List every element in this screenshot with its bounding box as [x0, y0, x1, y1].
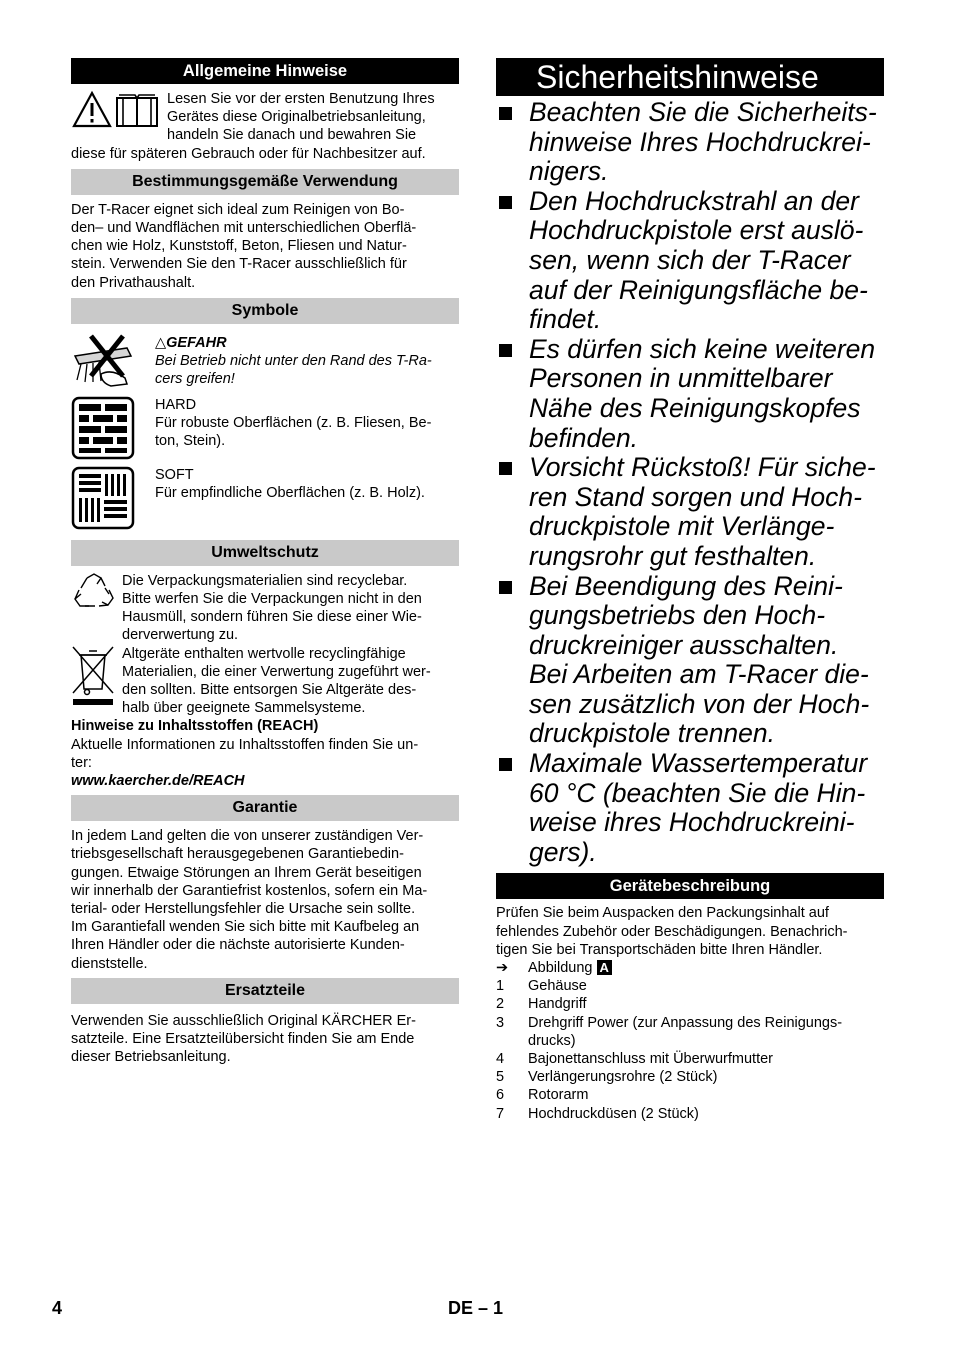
figure-letter-badge: A — [597, 960, 612, 975]
list-item: 2 Handgriff — [496, 996, 587, 1013]
safety-bullet: Es dürfen sich keine weiteren Personen in unmittelbarer Nähe des Reinigungskopfes befinden. — [496, 335, 884, 453]
reach-title: Hinweise zu Inhaltsstoffen (REACH) — [71, 718, 319, 735]
bestimmung-line: den– und Wandflächen mit unterschiedlichen Oberflä- — [71, 220, 417, 237]
hard-label: HARD — [155, 396, 197, 413]
soft-line-1: Für empfindliche Oberflächen (z. B. Holz). — [155, 485, 425, 502]
symbol-soft — [71, 466, 459, 530]
reach-link[interactable]: www.kaercher.de/REACH — [71, 773, 245, 790]
safety-bullet: Vorsicht Rückstoß! Für siche- ren Stand sorgen und Hoch- druckpistole mit Verlänge- rungsrohr gut festhalten. — [496, 453, 884, 571]
list-item: drucks) — [528, 1032, 576, 1049]
gefahr-title — [155, 334, 432, 352]
section-page-label: DE – 1 — [448, 1298, 504, 1318]
ersatzteile-line: dieser Betriebsanleitung. — [71, 1049, 231, 1066]
geraet-intro — [496, 904, 884, 959]
bestimmung-line: den Privathaushalt. — [71, 274, 196, 291]
heading-allgemeine-hinweise: Allgemeine Hinweise — [71, 58, 459, 84]
garantie-line: gungen. Etwaige Störungen an Ihrem Gerät beseitigen — [71, 864, 422, 881]
allgemeine-block — [71, 90, 459, 145]
heading-umweltschutz: Umweltschutz — [71, 540, 459, 566]
recycle-line: derverwertung zu. — [122, 627, 239, 644]
geraet-intro-line: tigen Sie bei Transportschäden bitte Ihren Händler. — [496, 941, 823, 958]
bullet-square-icon — [499, 107, 512, 120]
hard-brick-icon — [71, 396, 135, 460]
hand-under-rim-danger-icon — [71, 334, 135, 390]
bullet-square-icon — [499, 344, 512, 357]
abbildung-label: Abbildung — [528, 960, 593, 977]
allgemeine-line-4: diese für späteren Gebrauch oder für Nachbesitzer auf. — [71, 145, 426, 162]
reach-line-1: Aktuelle Informationen zu Inhaltsstoffen finden Sie un- — [71, 736, 419, 753]
heading-geraetebeschreibung: Gerätebeschreibung — [496, 873, 884, 899]
bullet-square-icon — [499, 758, 512, 771]
soft-wood-icon — [71, 466, 135, 530]
gefahr-line-2: cers greifen! — [155, 371, 235, 388]
bestimmung-line: stein. Verwenden Sie den T-Racer ausschließlich für — [71, 256, 407, 273]
garantie-line: Im Garantiefall wenden Sie sich bitte mit Kaufbeleg an — [71, 919, 420, 936]
list-item: 6 Rotorarm — [496, 1087, 589, 1104]
symbol-hard — [71, 396, 459, 460]
safety-bullet: Den Hochdruckstrahl an der Hochdruckpistole erst auslö- sen, wenn sich der T-Racer auf der Reinigungsfläche be- findet. — [496, 187, 884, 335]
warning-manual-icons — [71, 90, 167, 145]
safety-bullet: Maximale Wassertemperatur 60 °C (beachten Sie die Hin- weise ihres Hochdruckreini- gers). — [496, 749, 884, 867]
ersatzteile-line: satzteile. Eine Ersatzteilübersicht finden Sie am Ende — [71, 1031, 415, 1048]
left-column — [71, 58, 459, 1067]
recycle-block — [71, 572, 459, 645]
list-item: 3 Drehgriff Power (zur Anpassung des Reinigungs- — [496, 1014, 843, 1031]
bestimmung-line: chen wie Holz, Kunststoff, Beton, Fliesen und Natur- — [71, 238, 407, 255]
garantie-line: Ihren Händler oder die nächste autorisierte Kunden- — [71, 937, 405, 954]
ersatzteile-text — [71, 1012, 459, 1067]
weee-line: Materialien, die einer Verwertung zugeführt wer- — [122, 663, 431, 680]
garantie-line: terial- oder Herstellungsfehler die Ursache sein sollte. — [71, 901, 416, 918]
symbol-gefahr — [71, 334, 459, 390]
crossed-bin-icon — [71, 645, 115, 707]
list-item: 4 Bajonettanschluss mit Überwurfmutter — [496, 1051, 773, 1068]
allgemeine-line-3: handeln Sie danach und bewahren Sie — [167, 127, 417, 144]
list-item: 7 Hochdruckdüsen (2 Stück) — [496, 1105, 699, 1122]
right-column — [496, 58, 884, 1123]
safety-bullet: Bei Beendigung des Reini- gungsbetriebs den Hoch- druckreiniger ausschalten. Bei Arbeiten am T-Racer die- sen zusätzlich von der Hoch- druckpistole trennen. — [496, 572, 884, 750]
weee-line: Altgeräte enthalten wertvolle recyclingfähige — [122, 645, 406, 662]
list-item: 1 Gehäuse — [496, 978, 587, 995]
allgemeine-line-2: Gerätes diese Originalbetriebsanleitung, — [167, 109, 426, 126]
garantie-text — [71, 827, 459, 973]
heading-bestimmungsgemaesse-verwendung: Bestimmungsgemäße Verwendung — [71, 169, 459, 195]
safety-bullet-list — [496, 98, 884, 867]
bestimmung-text — [71, 201, 459, 292]
hard-line-2: ton, Stein). — [155, 433, 226, 450]
heading-symbole: Symbole — [71, 298, 459, 324]
parts-list — [496, 977, 884, 1123]
warning-triangle-book-icon — [71, 90, 161, 130]
bestimmung-line: Der T-Racer eignet sich ideal zum Reinigen von Bo- — [71, 201, 405, 218]
garantie-line: triebsgesellschaft herausgegebenen Garantiebedin- — [71, 846, 404, 863]
safety-bullet: Beachten Sie die Sicherheits- hinweise Ihres Hochdruckrei- nigers. — [496, 98, 884, 187]
recycle-line: Hausmüll, sondern führen Sie diese einer Wie- — [122, 609, 422, 626]
recycle-line: Die Verpackungsmaterialien sind recyclebar. — [122, 572, 408, 589]
bullet-square-icon — [499, 581, 512, 594]
gefahr-line-1: Bei Betrieb nicht unter den Rand des T-Ra- — [155, 353, 432, 370]
soft-label: SOFT — [155, 466, 194, 483]
recycling-icon — [71, 572, 117, 612]
heading-garantie: Garantie — [71, 795, 459, 821]
garantie-line: In jedem Land gelten die von unserer zuständigen Ver- — [71, 828, 424, 845]
heading-ersatzteile: Ersatzteile — [71, 978, 459, 1004]
weee-block — [71, 645, 459, 718]
geraet-intro-line: fehlendes Zubehör oder Beschädigungen. Benachrich- — [496, 923, 848, 940]
gefahr-label: GEFAHR — [166, 334, 227, 351]
bullet-square-icon — [499, 196, 512, 209]
recycle-line: Bitte werfen Sie die Verpackungen nicht in den — [122, 591, 422, 608]
weee-line: den sollten. Bitte entsorgen Sie Altgeräte des- — [122, 682, 417, 699]
arrow-right-icon: ➔ — [496, 960, 509, 977]
abbildung-reference — [496, 959, 884, 977]
allgemeine-line-1: Lesen Sie vor der ersten Benutzung Ihres — [167, 91, 435, 107]
garantie-line: dienststelle. — [71, 955, 148, 972]
reach-line-2: ter: — [71, 754, 92, 771]
hard-line-1: Für robuste Oberflächen (z. B. Fliesen, Be- — [155, 415, 432, 432]
garantie-line: wir innerhalb der Garantiefrist kostenlos, sofern ein Ma- — [71, 882, 428, 899]
small-warning-triangle-icon: △ — [155, 334, 167, 351]
ersatzteile-line: Verwenden Sie ausschließlich Original KÄRCHER Er- — [71, 1012, 416, 1029]
list-item: 5 Verlängerungsrohre (2 Stück) — [496, 1069, 718, 1086]
bullet-square-icon — [499, 462, 512, 475]
geraet-intro-line: Prüfen Sie beim Auspacken den Packungsinhalt auf — [496, 905, 829, 922]
heading-sicherheitshinweise: Sicherheitshinweise — [496, 58, 884, 96]
weee-line: halb über geeignete Sammelsysteme. — [122, 700, 366, 717]
page-number: 4 — [52, 1298, 63, 1318]
